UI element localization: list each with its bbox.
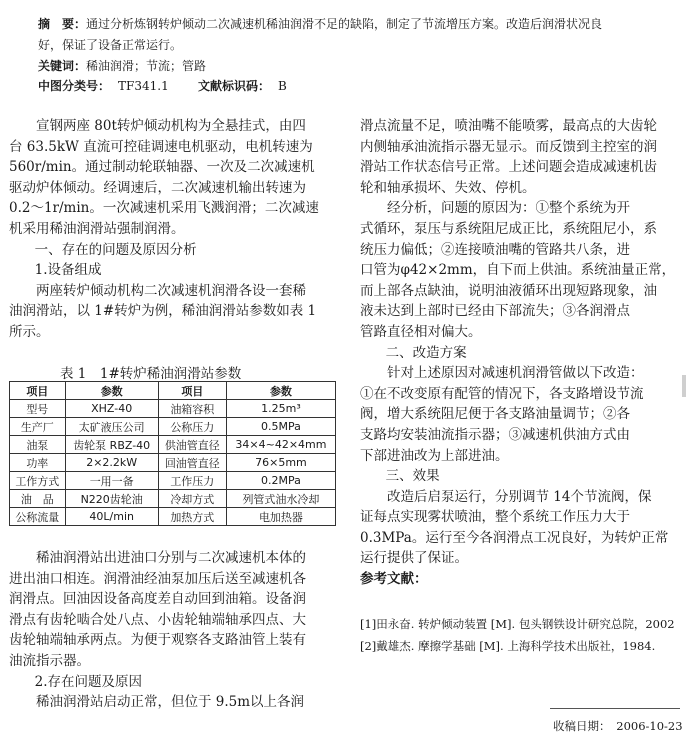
body-line: ①在不改变原有配管的情况下，各支路增设节流 <box>360 385 644 402</box>
table-cell: 一用一备 <box>65 472 158 490</box>
doc-code-value: B <box>278 79 287 93</box>
body-line: 滑点流量不足，喷油嘴不能喷雾，最高点的大齿轮 <box>360 118 657 134</box>
footer-rule <box>550 708 680 709</box>
body-line: 润滑点。回油因设备高度差自动回到油箱。设备润 <box>9 591 306 608</box>
body-line: 0.3MPa。运行至今各润滑点工况良好，为转炉正常 <box>360 529 669 546</box>
left-column-bottom <box>9 548 336 713</box>
table-cell: 功率 <box>10 454 66 472</box>
body-line: 齿轮轴端轴承两点。为便于观察各支路油管上装有 <box>9 632 306 649</box>
body-line: 稀油润滑站启动正常，但位于 9.5m以上各润 <box>36 694 305 711</box>
body-line: 机采用稀油润滑站强制润滑。 <box>9 220 185 237</box>
body-line: 运行提供了保证。 <box>360 550 468 567</box>
table-cell: 供油管直径 <box>158 436 226 454</box>
table-cell: 冷却方式 <box>158 490 226 508</box>
table-header: 参数 <box>226 382 335 400</box>
table-cell: 1.25m³ <box>226 400 335 418</box>
body-line: 滑站工作状态信号正常。上述问题会造成减速机齿 <box>360 159 657 176</box>
table-cell: 2×2.2kW <box>65 454 158 472</box>
table-cell: XHZ-40 <box>65 400 158 418</box>
keywords <box>38 58 206 74</box>
table-cell: 40L/min <box>65 508 158 526</box>
table-row <box>10 472 336 490</box>
table-title: 表 1 1#转炉稀油润滑站参数 <box>60 366 242 382</box>
table-cell: 生产厂 <box>10 418 66 436</box>
body-line: 口管为φ42×2mm，自下而上供油。系统油量正常， <box>360 262 676 279</box>
table-header: 参数 <box>65 382 158 400</box>
table-row <box>10 454 336 472</box>
classification-value: TF341.1 <box>118 79 169 93</box>
body-line: 轮和轴承损坏、失效、停机。 <box>360 179 536 196</box>
table-cell: 油箱容积 <box>158 400 226 418</box>
section-heading: 三、效果 <box>385 468 440 485</box>
subsection-heading: 2.存在问题及原因 <box>34 673 143 690</box>
table-row <box>10 400 336 418</box>
table-header-row <box>10 382 336 400</box>
page-edge-marker <box>682 375 686 397</box>
table-row <box>10 490 336 508</box>
table-cell: 太矿液压公司 <box>65 418 158 436</box>
params-table <box>9 381 336 526</box>
table-row <box>10 508 336 526</box>
keywords-text: 稀油润滑；节流；管路 <box>86 59 207 73</box>
abstract-line-1 <box>38 16 602 32</box>
table-cell: 油泵 <box>10 436 66 454</box>
body-line: 台 63.5kW 直流可控硅调速电机驱动，电机转速为 <box>9 138 313 155</box>
references-heading: 参考文献： <box>360 571 428 588</box>
body-line: 下部进油改为上部进油。 <box>360 447 509 464</box>
table-cell: 公称流量 <box>10 508 66 526</box>
table-cell: 工作压力 <box>158 472 226 490</box>
body-line: 驱动炉体倾动。经调速后，二次减速机输出转速为 <box>9 179 306 196</box>
table-cell: N220齿轮油 <box>65 490 158 508</box>
body-line: 油流指示器。 <box>9 652 90 669</box>
table-cell: 油 品 <box>10 490 66 508</box>
keywords-label: 关键词： <box>38 59 87 73</box>
received-date: 收稿日期： 2006-10-23 <box>553 719 683 733</box>
table-cell: 电加热器 <box>226 508 335 526</box>
table-cell: 0.5MPa <box>226 418 335 436</box>
body-line: 进出油口相连。润滑油经油泵加压后送至减速机各 <box>9 570 306 587</box>
table-cell: 公称压力 <box>158 418 226 436</box>
body-line: 式循环，泵压与系统阻尼成正比，系统阻尼小，系 <box>360 220 657 237</box>
table-header: 项目 <box>158 382 226 400</box>
table-cell: 34×4~42×4mm <box>226 436 335 454</box>
table-cell: 0.2MPa <box>226 472 335 490</box>
body-line: 针对上述原因对减速机润滑管做以下改造： <box>387 365 644 382</box>
body-line: 改造后启泵运行，分别调节 14个节流阀，保 <box>387 488 652 505</box>
body-line: 0.2～1r/min。一次减速机采用飞溅润滑；二次减速 <box>9 200 319 217</box>
table-cell: 工作方式 <box>10 472 66 490</box>
classification-label: 中图分类号： <box>38 79 111 93</box>
section-heading: 一、存在的问题及原因分析 <box>34 241 197 258</box>
right-column <box>360 116 682 590</box>
reference-1: [1]田永奋. 转炉倾动装置 [M]. 包头钢铁设计研究总院，2002 <box>360 617 675 631</box>
section-heading: 二、改造方案 <box>385 344 467 361</box>
abstract-text-1: 通过分析炼钢转炉倾动二次减速机稀油润滑不足的缺陷，制定了节流增压方案。改造后润滑状况良 <box>86 17 603 31</box>
body-line: 经分析，问题的原因为：①整个系统为开 <box>387 200 630 217</box>
body-line: 560r/min。通过制动轮联轴器、一次及二次减速机 <box>9 159 315 176</box>
body-line: 而上部各点缺油，说明油液循环出现短路现象，油 <box>360 282 657 299</box>
doc-code-label: 文献标识码： <box>198 79 271 93</box>
abstract-line-2: 好，保证了设备正常运行。 <box>38 38 183 52</box>
body-line: 液未达到上部时已经由下部流失；③各润滑点 <box>360 303 630 320</box>
body-line: 管路直径相对偏大。 <box>360 323 482 340</box>
body-line: 统压力偏低；②连接喷油嘴的管路共八条，进 <box>360 241 630 258</box>
reference-2: [2]戴雄杰. 摩擦学基础 [M]. 上海科学技术出版社，1984. <box>360 639 656 653</box>
body-line: 宣钢两座 80t转炉倾动机构为全悬挂式，由四 <box>36 118 306 134</box>
body-line: 稀油润滑站出进油口分别与二次减速机本体的 <box>36 550 306 566</box>
table-cell: 齿轮泵 RBZ-40 <box>65 436 158 454</box>
table-row <box>10 418 336 436</box>
left-column-top <box>9 116 336 343</box>
body-line: 滑点有齿轮啮合处八点、小齿轮轴端轴承四点、大 <box>9 611 306 628</box>
table-cell: 列管式油水冷却 <box>226 490 335 508</box>
table-cell: 回油管直径 <box>158 454 226 472</box>
table-cell: 76×5mm <box>226 454 335 472</box>
body-line: 油润滑站，以 1#转炉为例，稀油润滑站参数如表 1 <box>9 303 317 320</box>
body-line: 所示。 <box>9 323 50 340</box>
table-header: 项目 <box>10 382 66 400</box>
body-line: 内侧轴承油流指示器无显示。而反馈到主控室的润 <box>360 138 657 155</box>
classification <box>38 78 287 94</box>
body-line: 证每点实现雾状喷油，整个系统工作压力大于 <box>360 509 630 526</box>
table-cell: 型号 <box>10 400 66 418</box>
table-row <box>10 436 336 454</box>
body-line: 阀，增大系统阻尼便于各支路油量调节；②各 <box>360 406 630 423</box>
body-line: 支路均安装油流指示器；③减速机供油方式由 <box>360 426 630 443</box>
body-line: 两座转炉倾动机构二次减速机润滑各设一套稀 <box>36 282 306 299</box>
subsection-heading: 1.设备组成 <box>34 262 102 279</box>
table-cell: 加热方式 <box>158 508 226 526</box>
abstract-label: 摘 要： <box>38 17 87 31</box>
